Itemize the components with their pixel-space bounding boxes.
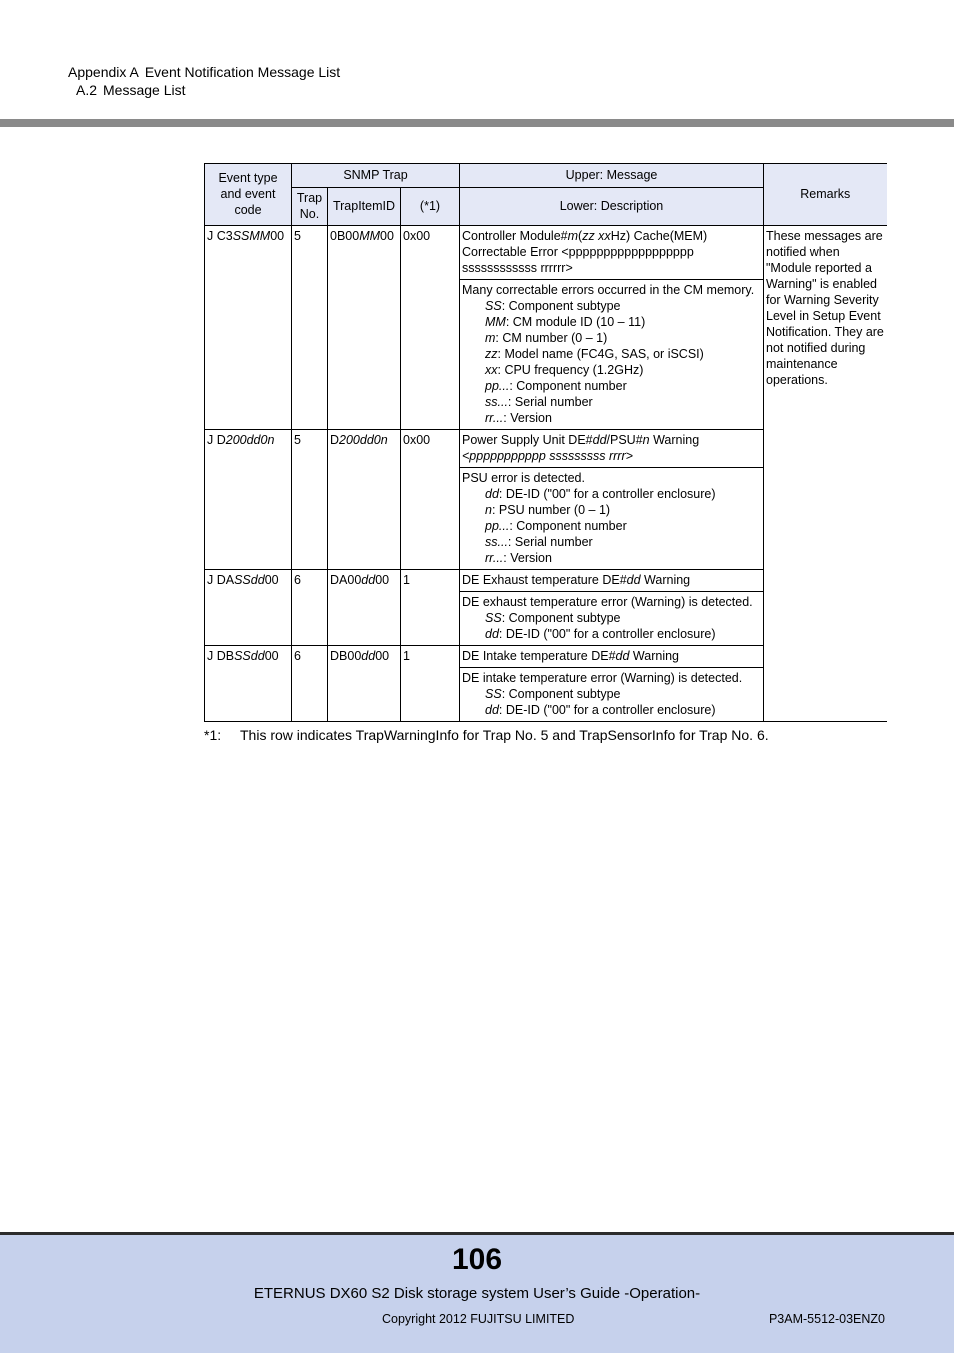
footnote-mark: *1:	[204, 727, 222, 743]
description-main: DE intake temperature error (Warning) is detected.	[462, 671, 743, 685]
description-cell	[460, 592, 764, 646]
trap-no-cell: 5	[292, 226, 328, 430]
event-code-cell: J C3SSMM00	[205, 226, 292, 430]
description-item: n: PSU number (0 – 1)	[485, 503, 611, 517]
trap-item-id-cell: DB00dd00	[328, 646, 401, 722]
description-item: dd: DE-ID ("00" for a controller enclosure)	[485, 703, 716, 717]
trap-no-cell: 6	[292, 646, 328, 722]
description-main: Many correctable errors occurred in the CM memory.	[462, 283, 755, 297]
table-row	[205, 226, 887, 280]
message-table	[204, 163, 887, 722]
message-cell: Power Supply Unit DE#dd/PSU#n Warning <ppppppppppp sssssssss rrrr>	[460, 430, 764, 468]
description-item: m: CM number (0 – 1)	[485, 331, 608, 345]
running-header-section	[76, 82, 186, 98]
description-main: DE exhaust temperature error (Warning) is detected.	[462, 595, 753, 609]
header-lower-description: Lower: Description	[460, 188, 764, 226]
star1-cell: 1	[401, 646, 460, 722]
description-cell	[460, 668, 764, 722]
description-item: dd: DE-ID ("00" for a controller enclosure)	[485, 487, 716, 501]
header-event-type: Event type and event code	[205, 164, 292, 226]
header-remarks: Remarks	[764, 164, 887, 226]
page-number: 106	[451, 1243, 503, 1276]
description-item: pp...: Component number	[485, 519, 627, 533]
description-item: SS: Component subtype	[485, 611, 621, 625]
table-header-row	[205, 164, 887, 188]
section-number: A.2	[76, 82, 98, 98]
trap-no-cell: 5	[292, 430, 328, 570]
event-code-cell: J DBSSdd00	[205, 646, 292, 722]
message-cell: DE Intake temperature DE#dd Warning	[460, 646, 764, 668]
header-upper-message: Upper: Message	[460, 164, 764, 188]
description-item: xx: CPU frequency (1.2GHz)	[485, 363, 644, 377]
header-trap-no: Trap No.	[292, 188, 328, 226]
footnote-text: This row indicates TrapWarningInfo for Trap No. 5 and TrapSensorInfo for Trap No. 6.	[240, 727, 769, 743]
description-item: rr...: Version	[485, 551, 552, 565]
description-item: MM: CM module ID (10 – 11)	[485, 315, 646, 329]
description-item: SS: Component subtype	[485, 687, 621, 701]
star1-cell: 0x00	[401, 430, 460, 570]
star1-cell: 1	[401, 570, 460, 646]
chapter-number: Appendix A	[68, 64, 139, 80]
star1-cell: 0x00	[401, 226, 460, 430]
document-id: P3AM-5512-03ENZ0	[768, 1312, 885, 1326]
header-trap-item-id: TrapItemID	[328, 188, 401, 226]
message-cell: Controller Module#m(zz xxHz) Cache(MEM) Correctable Error <pppppppppppppppppp ssssssssssss rrrrrr>	[460, 226, 764, 280]
footnote	[204, 727, 769, 743]
document-title: ETERNUS DX60 S2 Disk storage system User’s Guide -Operation-	[253, 1285, 701, 1302]
trap-item-id-cell: DA00dd00	[328, 570, 401, 646]
event-code-cell: J D200dd0n	[205, 430, 292, 570]
trap-item-id-cell: D200dd0n	[328, 430, 401, 570]
header-rule	[0, 119, 954, 127]
remarks-cell: These messages are notified when "Module reported a Warning" is enabled for Warning Severity Level in Setup Event Notification. They are not notified during maintenance operations.	[764, 226, 887, 722]
copyright: Copyright 2012 FUJITSU LIMITED	[382, 1312, 575, 1326]
description-item: ss...: Serial number	[485, 535, 593, 549]
trap-no-cell: 6	[292, 570, 328, 646]
description-item: ss...: Serial number	[485, 395, 593, 409]
description-cell	[460, 468, 764, 570]
description-main: PSU error is detected.	[462, 471, 585, 485]
running-header-chapter	[68, 64, 340, 80]
message-cell: DE Exhaust temperature DE#dd Warning	[460, 570, 764, 592]
description-item: dd: DE-ID ("00" for a controller enclosure)	[485, 627, 716, 641]
description-item: zz: Model name (FC4G, SAS, or iSCSI)	[485, 347, 704, 361]
section-title: Message List	[103, 82, 186, 98]
event-code-cell: J DASSdd00	[205, 570, 292, 646]
description-item: pp...: Component number	[485, 379, 627, 393]
description-cell	[460, 280, 764, 430]
header-star1: (*1)	[401, 188, 460, 226]
description-item: rr...: Version	[485, 411, 552, 425]
description-item: SS: Component subtype	[485, 299, 621, 313]
chapter-title: Event Notification Message List	[144, 64, 341, 80]
page-footer	[0, 1232, 954, 1353]
header-snmp-trap: SNMP Trap	[292, 164, 460, 188]
trap-item-id-cell: 0B00MM00	[328, 226, 401, 430]
